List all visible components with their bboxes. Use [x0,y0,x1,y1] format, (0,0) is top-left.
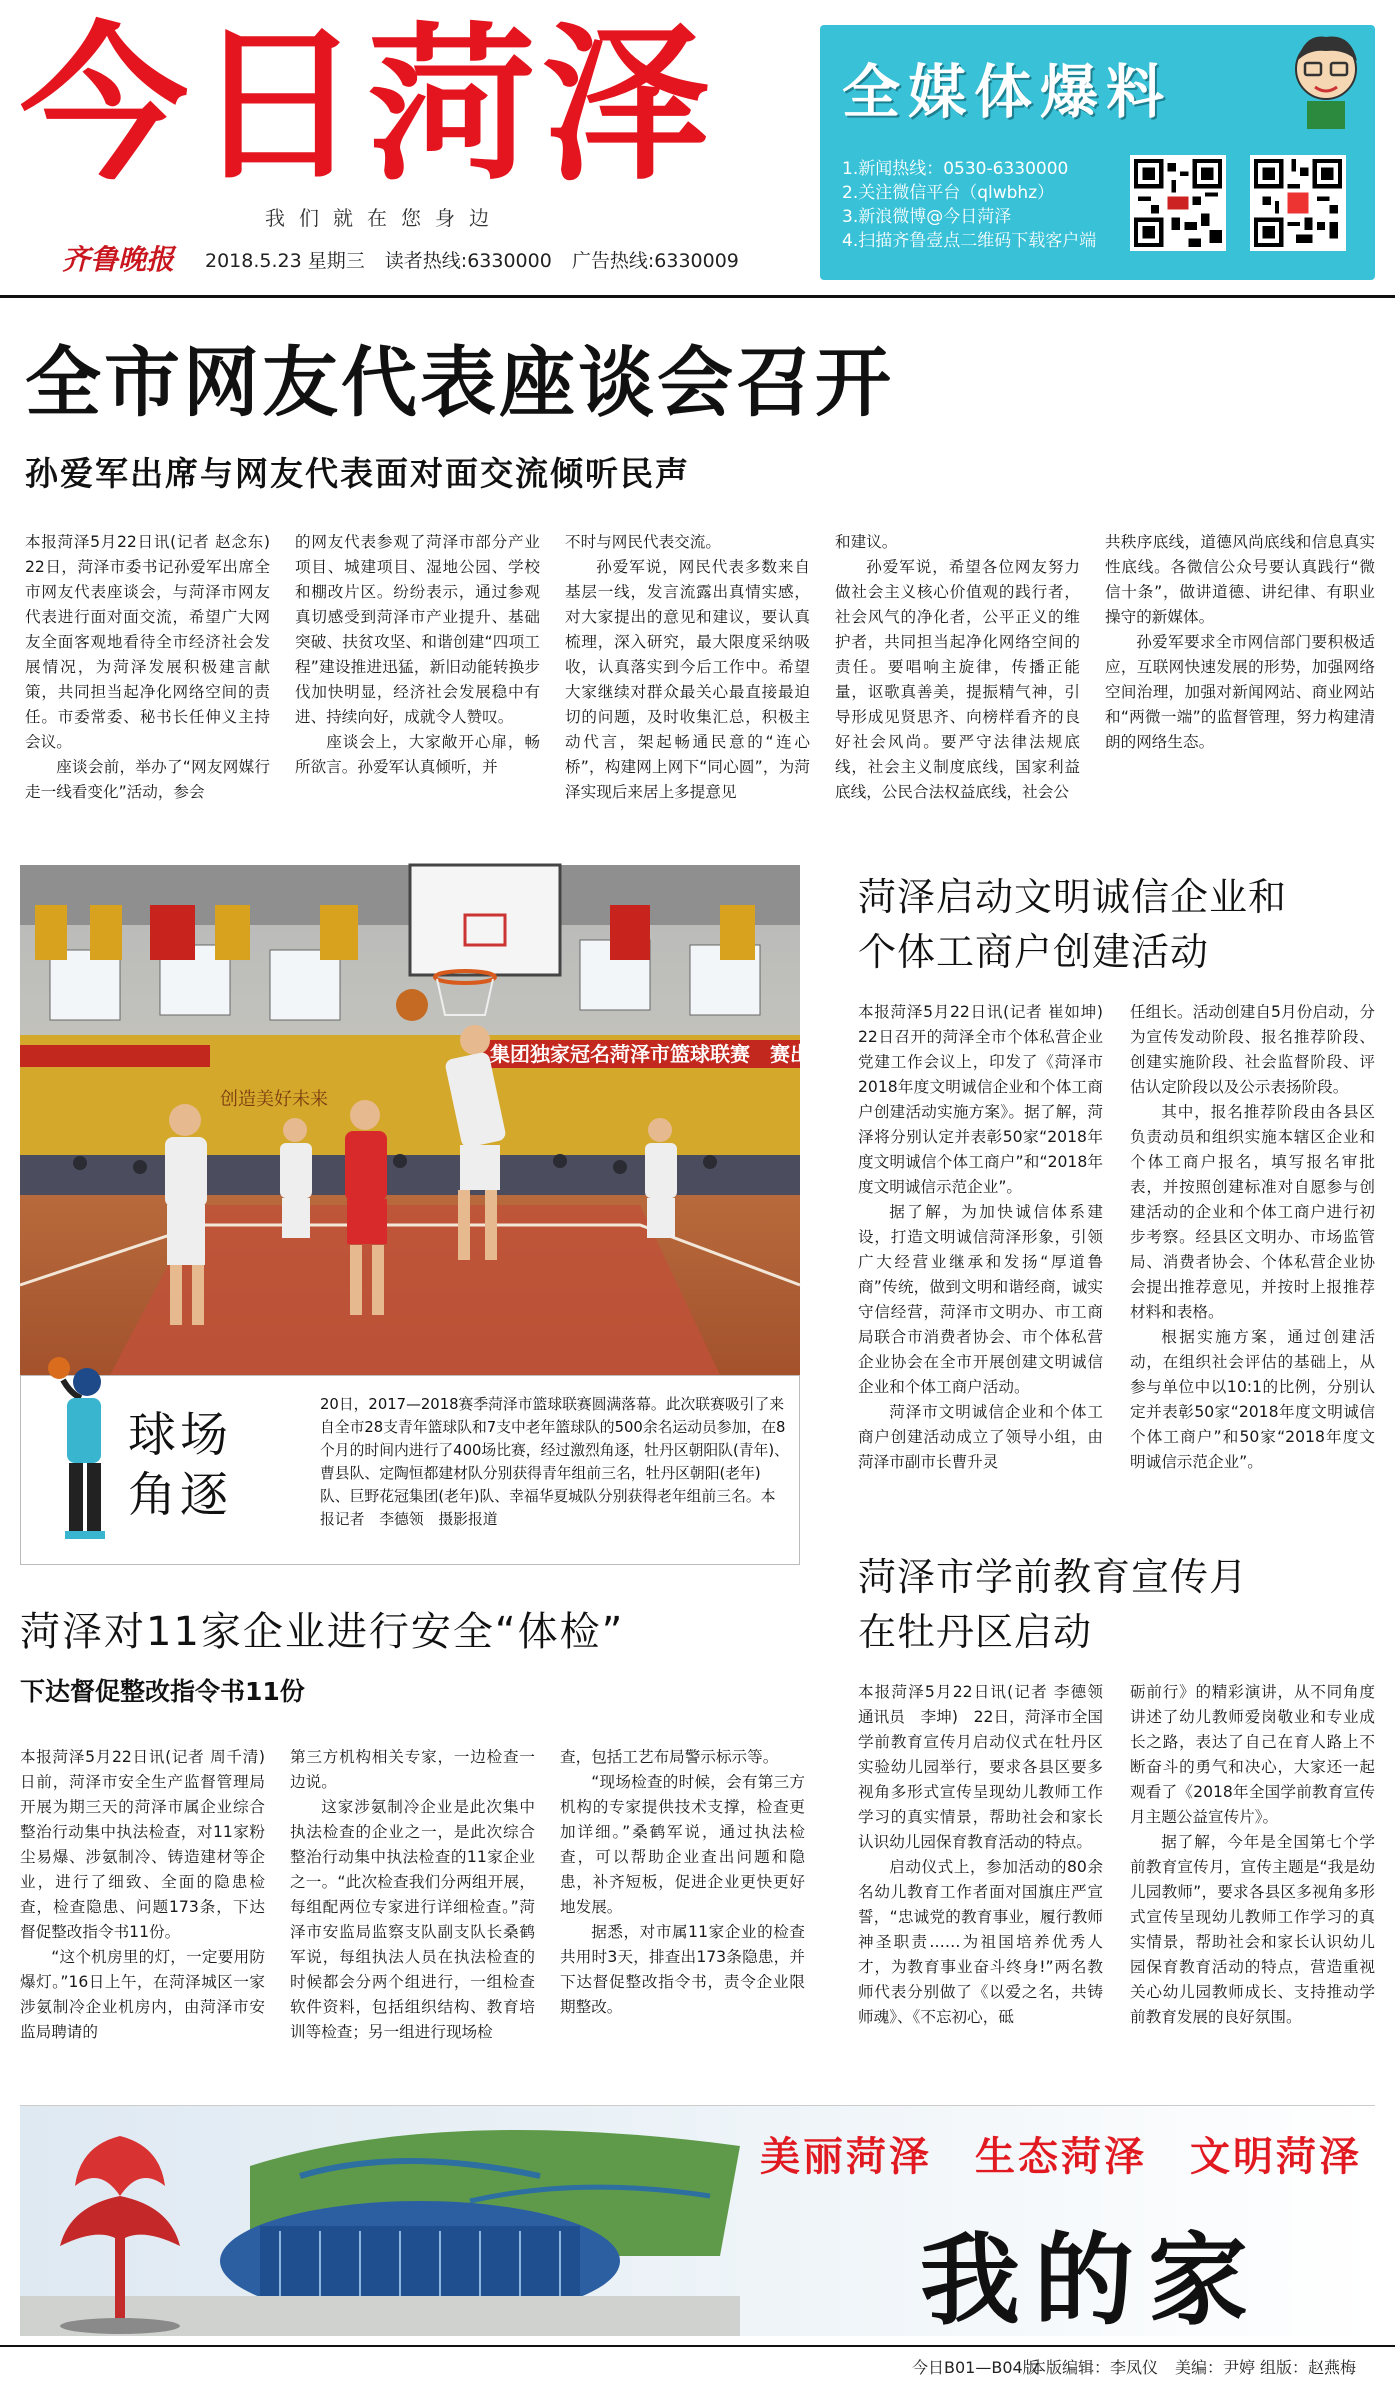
lead-paragraph: 的网友代表参观了菏泽市部分产业项目、城建项目、湿地公园、学校和棚改片区。纷纷表示，通过参观真切感受到菏泽市产业提升、基础突破、扶贫攻坚、和谐创建“四项工程”建设推进迅猛，新旧动能转换步伐加快明显，经济社会发展稳中有进、持续向好，成就令人赞叹。 [295,533,540,726]
safety-headline: 菏泽对11家企业进行安全“体检” [20,1609,625,1655]
banner-slogan: 美丽菏泽 生态菏泽 文明菏泽 [760,2134,1362,2180]
footer-rule [0,2345,1395,2347]
lead-paragraph: 座谈会前，举办了“网友网媒行走一线看变化”活动，参会 [25,758,270,801]
safety-paragraph: 这家涉氨制冷企业是此次集中执法检查的企业之一，是此次综合整治行动集中执法检查的11家企业之一。“此次检查我们分两组开展，每组配两位专家进行详细检查。”菏泽市安监局监察支队副支队长桑鹤军说，每组执法人员在执法检查的时候都会分两个组进行，一组检查软件资料，包括组织结构、教育培训等检查；另一组进行现场检 [290,1798,535,2041]
footer-pages: 今日B01—B04版 [912,2358,1039,2377]
safety-paragraph: 查，包括工艺布局警示标示等。 [560,1748,779,1766]
safety-paragraph: 第三方机构相关专家，一边检查一边说。 [290,1748,535,1791]
civil-headline [858,870,1378,980]
safety-paragraph: “现场检查的时候，会有第三方机构的专家提供技术支撑，检查更加详细。”桑鹤军说，通过执法检查，可以帮助企业查出问题和隐患，补齐短板，促进企业更快更好地发展。 [560,1773,805,1916]
lead-paragraph: 本报菏泽5月22日讯(记者 赵念东) 22日，菏泽市委书记孙爱军出席全市网友代表座谈会，与菏泽市网友代表进行面对面交流，希望广大网友全面客观地看待全市经济社会发展情况，为菏泽发展积极建言献策，共同担当起净化网络空间的责任。市委常委、秘书长任伸义主持会议。 [25,533,286,751]
edu-paragraph: 启动仪式上，参加活动的80余名幼儿教育工作者面对国旗庄严宣誓，“忠诚党的教育事业，履行教师神圣职责……为祖国培养优秀人才，为教育事业奋斗终身!”两名教师代表分别做了《以爱之名，共铸师魂》、《不忘初心，砥 [858,1858,1103,2026]
tip-title: 全媒体爆料 [842,58,1173,126]
civil-paragraph: 根据实施方案，通过创建活动，在组织社会评估的基础上，从参与单位中以10:1的比例，分别认定并表彰50家“2018年度文明诚信个体工商户”和50家“2018年度文明诚信示范企业”。 [1130,1328,1375,1471]
lead-paragraph: 共秩序底线，道德风尚底线和信息真实性底线。各微信公众号要认真践行“微信十条”，做讲道德、讲纪律、有职业操守的新媒体。 [1105,533,1375,626]
civil-paragraph: 任组长。活动创建自5月份启动，分为宣传发动阶段、报名推荐阶段、创建实施阶段、社会监督阶段、评估认定阶段以及公示表扬阶段。 [1130,1003,1375,1096]
edu-column-2 [1130,1680,1375,2030]
photo-tag: 球场角逐 [128,1407,233,1523]
lead-column-2 [295,530,540,780]
safety-column-1 [20,1745,281,2045]
tip-item: 3.新浪微博@今日菏泽 [842,207,1012,227]
lead-paragraph: 座谈会上，大家敞开心扉，畅所欲言。孙爱军认真倾听，并 [295,733,540,776]
lead-column-4 [835,530,1080,805]
mascot-icon [1285,31,1367,131]
tip-list [842,157,1096,253]
qr-code-wechat-icon [1130,155,1226,251]
issue-line [205,246,753,273]
lead-paragraph: 孙爱军说，希望各位网友努力做社会主义核心价值观的践行者，社会风气的净化者，公平正义的维护者，共同担当起净化网络空间的责任。要唱响主旋律，传播正能量，讴歌真善美，提振精气神，引导形成见贤思齐、向榜样看齐的良好社会风尚。要严守法律法规底线，社会主义制度底线，国家利益底线，公民合法权益底线，社会公 [835,558,1080,801]
edu-headline-line-1: 菏泽市学前教育宣传月 [858,1555,1249,1599]
civil-column-2 [1130,1000,1375,1475]
edu-column-1 [858,1680,1119,2030]
lead-paragraph: 孙爱军要求全市网信部门要积极适应，互联网快速发展的形势，加强网络空间治理，加强对新闻网站、商业网站和“两微一端”的监督管理，努力构建清朗的网络生态。 [1105,633,1375,751]
safety-paragraph: 据悉，对市属11家企业的检查共用时3天，排查出173条隐患，并下达督促整改指令书，责令企业限期整改。 [560,1923,805,2016]
civil-paragraph: 菏泽市文明诚信企业和个体工商户创建活动成立了领导小组，由菏泽市副市长曹升灵 [858,1403,1103,1471]
reader-hotline: 读者热线:6330000 [384,250,552,272]
tip-item: 4.扫描齐鲁壹点二维码下载客户端 [842,231,1097,251]
edu-paragraph: 据了解，今年是全国第七个学前教育宣传月，宣传主题是“我是幼儿园教师”，要求各县区多视角多形式宣传呈现幼儿教师工作学习的真实情景，帮助社会和家长认识幼儿园保育教育活动的特点，营造重视关心幼儿园教师成长、支持推动学前教育发展的良好氛围。 [1130,1833,1375,2026]
lead-subhead: 孙爱军出席与网友代表面对面交流倾听民声 [25,454,690,493]
masthead-rule [0,295,1395,298]
civil-headline-line-2: 个体工商户创建活动 [858,930,1210,974]
tip-item: 1.新闻热线：0530-6330000 [842,159,1069,179]
basketball-photo [20,865,930,1375]
basketball-player-icon [29,1346,119,1556]
ad-hotline: 广告热线:6330009 [571,250,739,272]
tip-item: 2.关注微信平台（qlwbhz） [842,183,1055,203]
basketball-photo-image [20,865,930,1375]
safety-column-3 [560,1745,805,2020]
footer-designer: 美编：尹婷 [1175,2358,1256,2377]
civil-paragraph: 据了解，为加快诚信体系建设，打造文明诚信菏泽形象，引领广大经营业继承和发扬“厚道鲁商”传统，做到文明和谐经商，诚实守信经营，菏泽市文明办、市工商局联合市消费者协会、市个体私营企业协会在全市开展创建文明诚信企业和个体工商户活动。 [858,1203,1103,1396]
lead-headline: 全市网友代表座谈会召开 [25,338,894,427]
lead-paragraph: 不时与网民代表交流。 [565,533,721,551]
qr-code-app-icon [1250,155,1346,251]
photo-banner-text-2: 创造美好未来 [220,1089,328,1110]
edu-paragraph: 本报菏泽5月22日讯(记者 李德领 通讯员 李坤) 22日，菏泽市全国学前教育宣传月启动仪式在牡丹区实验幼儿园举行，要求各县区要多视角多形式宣传呈现幼儿教师工作学习的真实情景，帮助社会和家长认识幼儿园保育教育活动的特点。 [858,1683,1119,1851]
edu-headline-line-2: 在牡丹区启动 [858,1610,1093,1654]
footer-proofreader: 组版：赵燕梅 [1260,2358,1357,2377]
photo-banner-text: 集团独家冠名菏泽市篮球联赛 赛出风采 赛出成 [490,1042,930,1066]
masthead-slogan: 我们就在您身边 [265,206,503,230]
civil-paragraph: 本报菏泽5月22日讯(记者 崔如坤) 22日召开的菏泽全市个体私营企业党建工作会议上，印发了《菏泽市2018年度文明诚信企业和个体工商户创建活动实施方案》。据了解，菏泽将分别认定并表彰50家“2018年度文明诚信个体工商户”和“2018年度文明诚信示范企业”。 [858,1003,1119,1196]
edu-headline [858,1550,1378,1660]
issue-date: 2018.5.23 星期三 [205,250,365,272]
civil-paragraph: 其中，报名推荐阶段由各县区负责动员和组织实施本辖区企业和个体工商户报名，填写报名审批表，并按照创建标准对自愿参与创建活动的企业和个体工商户进行初步考察。经县区文明办、市场监管局、消费者协会、个体私营企业协会提出推荐意见，并按时上报推荐材料和表格。 [1130,1103,1375,1321]
safety-subhead: 下达督促整改指令书11份 [20,1677,305,1706]
safety-paragraph: 本报菏泽5月22日讯(记者 周千清) 日前，菏泽市安全生产监督管理局开展为期三天的菏泽市属企业综合整治行动集中执法检查，对11家粉尘易爆、涉氨制冷、铸造建材等企业，进行了细致、全面的隐患检查，检查隐患、问题173条，下达督促整改指令书11份。 [20,1748,281,1941]
paper-logo: 齐鲁晚报 [62,243,175,276]
civil-headline-line-1: 菏泽启动文明诚信企业和 [858,875,1288,919]
safety-paragraph: “这个机房里的灯，一定要用防爆灯。”16日上午，在菏泽城区一家涉氨制冷企业机房内，由菏泽市安监局聘请的 [20,1948,265,2041]
masthead-title: 今日菏泽 [20,7,716,203]
lead-paragraph: 孙爱军说，网民代表多数来自基层一线，发言流露出真情实感，对大家提出的意见和建议，要认真梳理，深入研究，最大限度采纳吸收，认真落实到今后工作中。希望大家继续对群众最关心最直接最迫切的问题，及时收集汇总，积极主动代言，架起畅通民意的“连心桥”，构建网上网下“同心圆”，为菏泽实现后来居上多提意见 [565,558,810,801]
lead-paragraph: 和建议。 [835,533,898,551]
banner-home: 我的家 [920,2221,1262,2339]
tip-box [820,25,1375,280]
edu-paragraph: 砺前行》的精彩演讲，从不同角度讲述了幼儿教师爱岗敬业和专业成长之路，表达了自己在育人路上不断奋斗的勇气和决心，大家还一起观看了《2018年全国学前教育宣传月主题公益宣传片》。 [1130,1683,1375,1826]
lead-column-3 [565,530,810,805]
lead-column-1 [25,530,286,805]
footer-editor: 本版编辑：李凤仪 [1030,2358,1159,2377]
photo-caption: 20日，2017—2018赛季菏泽市篮球联赛圆满落幕。此次联赛吸引了来自全市28支青年篮球队和7支中老年篮球队的500余名运动员参加，在8个月的时间内进行了400场比赛，经过激烈角逐，牡丹区朝阳队(青年)、曹县队、定陶恒都建材队分别获得青年组前三名，牡丹区朝阳(老年)队、巨野花冠集团(老年)队、幸福华夏城队分别获得老年组前三名。本报记者 李德领 摄影报道 [320,1396,789,1528]
safety-column-2 [290,1745,535,2045]
lead-column-5 [1105,530,1375,755]
civil-column-1 [858,1000,1119,1475]
